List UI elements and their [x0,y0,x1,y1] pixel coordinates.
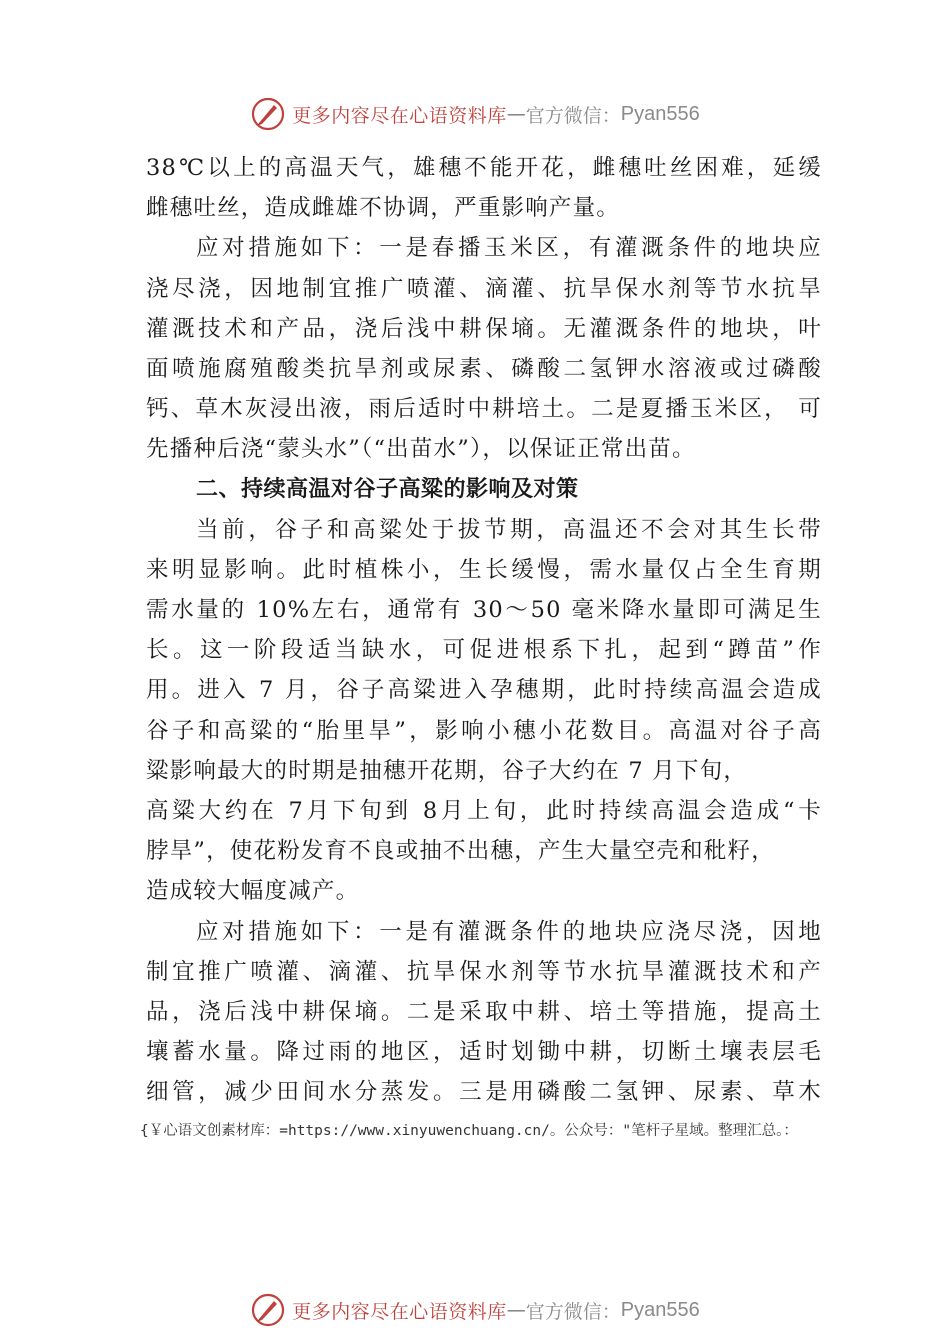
paragraph [146,148,822,228]
banner-wechat-id: Pyan556 [620,1298,700,1321]
banner-title: 更多内容尽在心语资料库 [292,104,507,127]
document-body [146,148,822,1113]
text-line: 先播种后浇“蒙头水”（“出苗水”），以保证正常出苗。 [146,436,696,463]
text-line: 应对措施如下：一是有灌溉条件的地块应浇尽浇，因地 [196,918,822,945]
text-line: 钙、草木灰浸出液，雨后适时中耕培土。二是夏播玉米区， 可 [146,396,822,423]
section-heading: 二、持续高温对谷子高粱的影响及对策 [196,476,579,502]
header-banner [0,92,950,136]
text-line: 粱影响最大的时期是抽穗开花期，谷子大约在 7 月下旬， [146,757,748,784]
text-line: 高粱大约在 7月下旬到 8月上旬，此时持续高温会造成“卡 [146,798,822,824]
text-line: 品，浇后浅中耕保墒。二是采取中耕、培土等措施，提高土 [146,998,822,1025]
text-line: 面喷施腐殖酸类抗旱剂或尿素、磷酸二氢钾水溶液或过磷酸 [146,355,822,382]
banner-separator: — [506,1299,526,1321]
text-line: 浇尽浇，因地制宜推广喷灌、滴灌、抗旱保水剂等节水抗旱 [146,275,822,302]
text-line: 灌溉技术和产品，浇后浅中耕保墒。无灌溉条件的地块，叶 [146,315,822,342]
paragraph [146,912,822,1113]
text-line: 细管，减少田间水分蒸发。三是用磷酸二氢钾、尿素、草木 [146,1079,822,1106]
banner-title: 更多内容尽在心语资料库 [292,1300,507,1323]
quill-logo-icon [250,1292,286,1328]
paragraph [146,510,822,912]
banner-wechat-id: Pyan556 [620,102,700,125]
text-line: 38℃以上的高温天气，雄穗不能开花，雌穗吐丝困难，延缓 [146,155,822,181]
text-line: 壤蓄水量。降过雨的地区，适时划锄中耕，切断土壤表层毛 [146,1039,822,1066]
text-line: 需水量的 10%左右，通常有 30～50 毫米降水量即可满足生 [146,597,822,624]
footer-note: {￥心语文创素材库：=https://www.xinyuwenchuang.cn/。公众号："笔杆子星域。整理汇总。： [140,1123,798,1139]
text-line: 长。这一阶段适当缺水，可促进根系下扎，起到“蹲苗”作 [146,637,822,664]
text-line: 用。进入 7 月，谷子高粱进入孕穗期，此时持续高温会造成 [146,677,822,704]
text-line: 谷子和高粱的“胎里旱”，影响小穗小花数目。高温对谷子高 [146,717,822,744]
text-line: 应对措施如下：一是春播玉米区，有灌溉条件的地块应 [196,235,822,262]
text-line: 当前，谷子和高粱处于拔节期，高温还不会对其生长带 [196,516,822,543]
text-line: 来明显影响。此时植株小，生长缓慢，需水量仅占全生育期 [146,556,822,583]
banner-wechat-label: 官方微信： [525,1300,621,1323]
paragraph [146,228,822,469]
text-line: 雌穗吐丝，造成雌雄不协调，严重影响产量。 [146,195,621,222]
quill-logo-icon [250,96,286,132]
banner-separator: — [506,103,526,125]
banner-wechat-label: 官方微信： [525,104,621,127]
footer-banner [0,1288,950,1332]
text-line: 脖旱”，使花粉发育不良或抽不出穗，产生大量空壳和秕籽， [146,838,775,865]
text-line: 造成较大幅度减产。 [146,878,360,905]
text-line: 制宜推广喷灌、滴灌、抗旱保水剂等节水抗旱灌溉技术和产 [146,958,822,985]
